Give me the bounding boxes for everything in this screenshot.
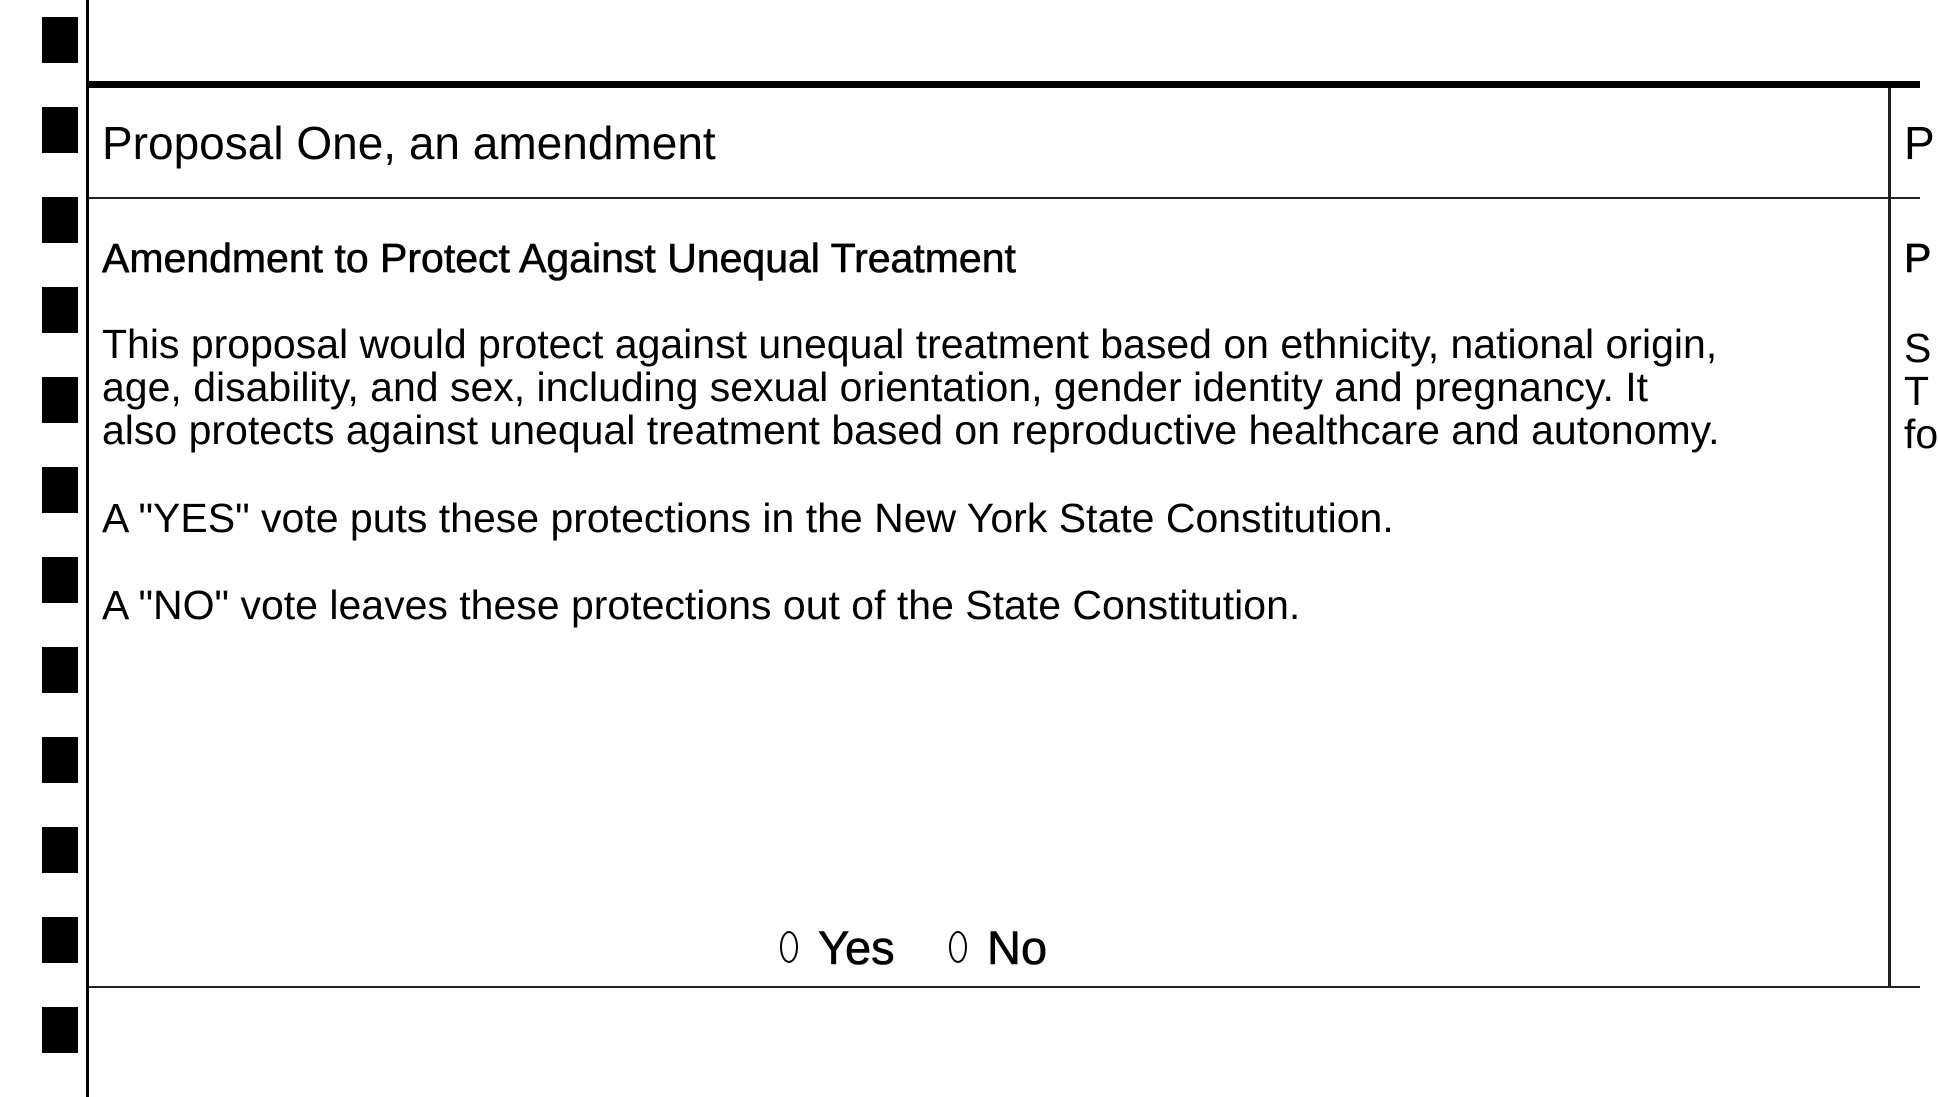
timing-mark [42,827,78,873]
timing-mark [42,737,78,783]
description-line: This proposal would protect against unequal treatment based on ethnicity, national origin, [102,321,1718,367]
timing-mark [42,647,78,693]
contest-header-divider [89,197,1920,199]
no-vote-explanation: A "NO" vote leaves these protections out of the State Constitution. [102,582,1301,628]
option-yes-label: Yes [818,920,895,974]
column-divider [1888,88,1891,988]
contest-title: Amendment to Protect Against Unequal Treatment [102,235,1016,281]
timing-mark [42,917,78,963]
yes-vote-explanation: A "YES" vote puts these protections in the New York State Constitution. [102,495,1394,541]
next-contest-column [1904,0,1938,1097]
timing-mark [42,17,78,63]
next-contest-header: P [1904,117,1935,169]
option-no[interactable] [949,917,1047,977]
next-contest-text-line: fo [1904,411,1938,457]
description-line: also protects against unequal treatment based on reproductive healthcare and autonomy. [102,407,1720,453]
timing-mark [42,1007,78,1053]
next-contest-text-line: S [1904,325,1932,371]
proposal-description [102,323,1882,452]
timing-mark [42,107,78,153]
description-line: age, disability, and sex, including sexual orientation, gender identity and pregnancy. It [102,364,1649,410]
timing-mark [42,557,78,603]
ballot-timing-marks [42,0,78,1097]
next-contest-title: P [1904,235,1932,281]
option-no-label: No [987,920,1048,974]
yes-oval[interactable] [780,931,798,963]
timing-mark [42,197,78,243]
timing-mark [42,467,78,513]
contest-header: Proposal One, an amendment [102,117,716,169]
contest-body [102,323,1882,627]
no-oval[interactable] [949,931,967,963]
next-contest-text-line: T [1904,368,1930,414]
timing-mark [42,377,78,423]
option-yes[interactable] [780,917,895,977]
timing-mark [42,287,78,333]
ballot-top-border [86,81,1920,88]
ballot-left-border [86,0,89,1097]
contest-bottom-divider [89,986,1920,988]
